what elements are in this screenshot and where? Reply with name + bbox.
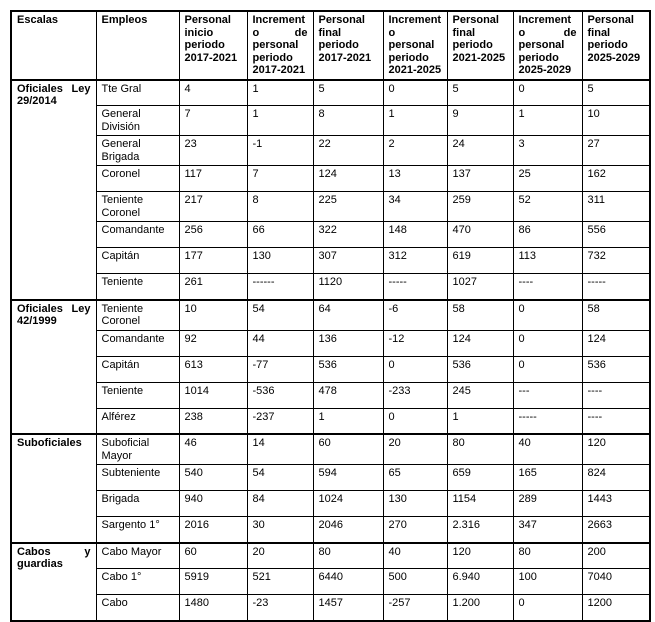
- value-cell: 259: [447, 192, 513, 222]
- value-cell: 20: [383, 434, 447, 465]
- value-cell: 1120: [313, 274, 383, 300]
- value-cell: 225: [313, 192, 383, 222]
- table-row: [11, 356, 650, 382]
- empleo-cell: General Brigada: [96, 136, 179, 166]
- value-cell: 1480: [179, 595, 247, 621]
- value-cell: 1154: [447, 491, 513, 517]
- value-cell: 5: [313, 80, 383, 106]
- value-cell: 30: [247, 517, 313, 543]
- escala-group-label: Suboficiales: [11, 434, 96, 543]
- value-cell: 1: [447, 408, 513, 434]
- table-row: [11, 434, 650, 465]
- empleo-cell: Teniente Coronel: [96, 300, 179, 331]
- value-cell: 536: [447, 356, 513, 382]
- value-cell: ----: [582, 382, 650, 408]
- header-cell-5: Incremento personal periodo 2021-2025: [383, 11, 447, 80]
- table-row: [11, 408, 650, 434]
- value-cell: 1: [313, 408, 383, 434]
- value-cell: 261: [179, 274, 247, 300]
- value-cell: 44: [247, 330, 313, 356]
- value-cell: 64: [313, 300, 383, 331]
- table-row: [11, 465, 650, 491]
- table-row: [11, 330, 650, 356]
- value-cell: 4: [179, 80, 247, 106]
- value-cell: ----: [582, 408, 650, 434]
- empleo-cell: Cabo: [96, 595, 179, 621]
- value-cell: 0: [513, 595, 582, 621]
- table-row: [11, 569, 650, 595]
- table-row: [11, 274, 650, 300]
- table-row: [11, 192, 650, 222]
- value-cell: 22: [313, 136, 383, 166]
- header-cell-0: Escalas: [11, 11, 96, 80]
- value-cell: 14: [247, 434, 313, 465]
- value-cell: 10: [179, 300, 247, 331]
- value-cell: 162: [582, 166, 650, 192]
- value-cell: 256: [179, 222, 247, 248]
- value-cell: 130: [383, 491, 447, 517]
- personnel-table: [10, 10, 651, 622]
- empleo-cell: Tte Gral: [96, 80, 179, 106]
- empleo-cell: Brigada: [96, 491, 179, 517]
- value-cell: 470: [447, 222, 513, 248]
- value-cell: 148: [383, 222, 447, 248]
- value-cell: 7040: [582, 569, 650, 595]
- value-cell: -12: [383, 330, 447, 356]
- empleo-cell: Suboficial Mayor: [96, 434, 179, 465]
- empleo-cell: Comandante: [96, 222, 179, 248]
- value-cell: 1200: [582, 595, 650, 621]
- value-cell: 289: [513, 491, 582, 517]
- value-cell: 54: [247, 300, 313, 331]
- value-cell: 307: [313, 248, 383, 274]
- value-cell: -----: [513, 408, 582, 434]
- value-cell: 7: [179, 106, 247, 136]
- empleo-cell: Cabo 1°: [96, 569, 179, 595]
- value-cell: 2: [383, 136, 447, 166]
- value-cell: 80: [313, 543, 383, 569]
- value-cell: 613: [179, 356, 247, 382]
- value-cell: 6.940: [447, 569, 513, 595]
- value-cell: 23: [179, 136, 247, 166]
- value-cell: ----: [513, 274, 582, 300]
- value-cell: 8: [313, 106, 383, 136]
- empleo-cell: Capitán: [96, 248, 179, 274]
- value-cell: 40: [383, 543, 447, 569]
- empleo-cell: Capitán: [96, 356, 179, 382]
- value-cell: 1: [247, 106, 313, 136]
- value-cell: 5: [447, 80, 513, 106]
- value-cell: 1014: [179, 382, 247, 408]
- value-cell: 824: [582, 465, 650, 491]
- value-cell: 5: [582, 80, 650, 106]
- value-cell: 940: [179, 491, 247, 517]
- value-cell: 2016: [179, 517, 247, 543]
- table-row: [11, 80, 650, 106]
- header-cell-8: Personal final periodo 2025-2029: [582, 11, 650, 80]
- empleo-cell: Comandante: [96, 330, 179, 356]
- empleo-cell: Coronel: [96, 166, 179, 192]
- value-cell: 13: [383, 166, 447, 192]
- empleo-cell: Alférez: [96, 408, 179, 434]
- value-cell: 0: [383, 80, 447, 106]
- value-cell: 52: [513, 192, 582, 222]
- value-cell: 130: [247, 248, 313, 274]
- value-cell: -1: [247, 136, 313, 166]
- value-cell: 1: [247, 80, 313, 106]
- value-cell: -536: [247, 382, 313, 408]
- value-cell: 8: [247, 192, 313, 222]
- value-cell: 60: [313, 434, 383, 465]
- table-row: [11, 491, 650, 517]
- header-cell-2: Personal inicio periodo 2017-2021: [179, 11, 247, 80]
- table-row: [11, 543, 650, 569]
- value-cell: 124: [582, 330, 650, 356]
- value-cell: -23: [247, 595, 313, 621]
- value-cell: 619: [447, 248, 513, 274]
- value-cell: 177: [179, 248, 247, 274]
- value-cell: 2046: [313, 517, 383, 543]
- value-cell: 136: [313, 330, 383, 356]
- value-cell: 540: [179, 465, 247, 491]
- value-cell: 0: [513, 300, 582, 331]
- value-cell: 120: [582, 434, 650, 465]
- value-cell: 245: [447, 382, 513, 408]
- header-cell-7: Incremento de personal periodo 2025-2029: [513, 11, 582, 80]
- table-row: [11, 136, 650, 166]
- header-row: [11, 11, 650, 80]
- value-cell: -6: [383, 300, 447, 331]
- value-cell: 84: [247, 491, 313, 517]
- value-cell: 1.200: [447, 595, 513, 621]
- value-cell: 659: [447, 465, 513, 491]
- value-cell: ---: [513, 382, 582, 408]
- escala-group-label: Oficiales Ley 29/2014: [11, 80, 96, 300]
- value-cell: 732: [582, 248, 650, 274]
- value-cell: 2.316: [447, 517, 513, 543]
- value-cell: 478: [313, 382, 383, 408]
- value-cell: 124: [313, 166, 383, 192]
- value-cell: 137: [447, 166, 513, 192]
- value-cell: 0: [383, 356, 447, 382]
- value-cell: 40: [513, 434, 582, 465]
- value-cell: 322: [313, 222, 383, 248]
- value-cell: 1: [383, 106, 447, 136]
- value-cell: 2663: [582, 517, 650, 543]
- value-cell: 536: [582, 356, 650, 382]
- value-cell: 113: [513, 248, 582, 274]
- value-cell: 120: [447, 543, 513, 569]
- table-header: [11, 11, 650, 80]
- value-cell: 0: [513, 356, 582, 382]
- table-row: [11, 595, 650, 621]
- header-cell-6: Personal final periodo 2021-2025: [447, 11, 513, 80]
- empleo-cell: Sargento 1°: [96, 517, 179, 543]
- value-cell: 1024: [313, 491, 383, 517]
- value-cell: 58: [447, 300, 513, 331]
- value-cell: ------: [247, 274, 313, 300]
- value-cell: 1457: [313, 595, 383, 621]
- value-cell: 60: [179, 543, 247, 569]
- value-cell: 65: [383, 465, 447, 491]
- value-cell: 92: [179, 330, 247, 356]
- value-cell: 0: [513, 80, 582, 106]
- value-cell: 54: [247, 465, 313, 491]
- value-cell: 312: [383, 248, 447, 274]
- value-cell: 10: [582, 106, 650, 136]
- value-cell: 5919: [179, 569, 247, 595]
- value-cell: 124: [447, 330, 513, 356]
- value-cell: 200: [582, 543, 650, 569]
- value-cell: 100: [513, 569, 582, 595]
- empleo-cell: Teniente: [96, 382, 179, 408]
- value-cell: -----: [383, 274, 447, 300]
- value-cell: -257: [383, 595, 447, 621]
- table-row: [11, 300, 650, 331]
- table-row: [11, 166, 650, 192]
- table-row: [11, 248, 650, 274]
- value-cell: 25: [513, 166, 582, 192]
- escala-group-label: Oficiales Ley 42/1999: [11, 300, 96, 435]
- value-cell: 521: [247, 569, 313, 595]
- value-cell: 58: [582, 300, 650, 331]
- value-cell: 217: [179, 192, 247, 222]
- header-cell-4: Personal final periodo 2017-2021: [313, 11, 383, 80]
- header-cell-3: Incremento de personal periodo 2017-2021: [247, 11, 313, 80]
- value-cell: 0: [513, 330, 582, 356]
- value-cell: 66: [247, 222, 313, 248]
- value-cell: 80: [447, 434, 513, 465]
- value-cell: 80: [513, 543, 582, 569]
- value-cell: 117: [179, 166, 247, 192]
- value-cell: 24: [447, 136, 513, 166]
- value-cell: 1443: [582, 491, 650, 517]
- empleo-cell: Cabo Mayor: [96, 543, 179, 569]
- empleo-cell: Subteniente: [96, 465, 179, 491]
- value-cell: 238: [179, 408, 247, 434]
- empleo-cell: Teniente Coronel: [96, 192, 179, 222]
- header-cell-1: Empleos: [96, 11, 179, 80]
- table-body: [11, 80, 650, 621]
- value-cell: 6440: [313, 569, 383, 595]
- value-cell: -----: [582, 274, 650, 300]
- empleo-cell: General División: [96, 106, 179, 136]
- value-cell: 500: [383, 569, 447, 595]
- table-row: [11, 517, 650, 543]
- value-cell: 9: [447, 106, 513, 136]
- value-cell: 0: [383, 408, 447, 434]
- value-cell: -77: [247, 356, 313, 382]
- value-cell: 536: [313, 356, 383, 382]
- value-cell: -233: [383, 382, 447, 408]
- value-cell: 594: [313, 465, 383, 491]
- empleo-cell: Teniente: [96, 274, 179, 300]
- table-row: [11, 382, 650, 408]
- value-cell: 270: [383, 517, 447, 543]
- value-cell: 86: [513, 222, 582, 248]
- value-cell: 1027: [447, 274, 513, 300]
- value-cell: 1: [513, 106, 582, 136]
- value-cell: 20: [247, 543, 313, 569]
- table-row: [11, 222, 650, 248]
- value-cell: 7: [247, 166, 313, 192]
- value-cell: 27: [582, 136, 650, 166]
- value-cell: 3: [513, 136, 582, 166]
- value-cell: 347: [513, 517, 582, 543]
- value-cell: -237: [247, 408, 313, 434]
- table-row: [11, 106, 650, 136]
- value-cell: 311: [582, 192, 650, 222]
- value-cell: 556: [582, 222, 650, 248]
- value-cell: 34: [383, 192, 447, 222]
- value-cell: 165: [513, 465, 582, 491]
- escala-group-label: Cabos y guardias: [11, 543, 96, 621]
- value-cell: 46: [179, 434, 247, 465]
